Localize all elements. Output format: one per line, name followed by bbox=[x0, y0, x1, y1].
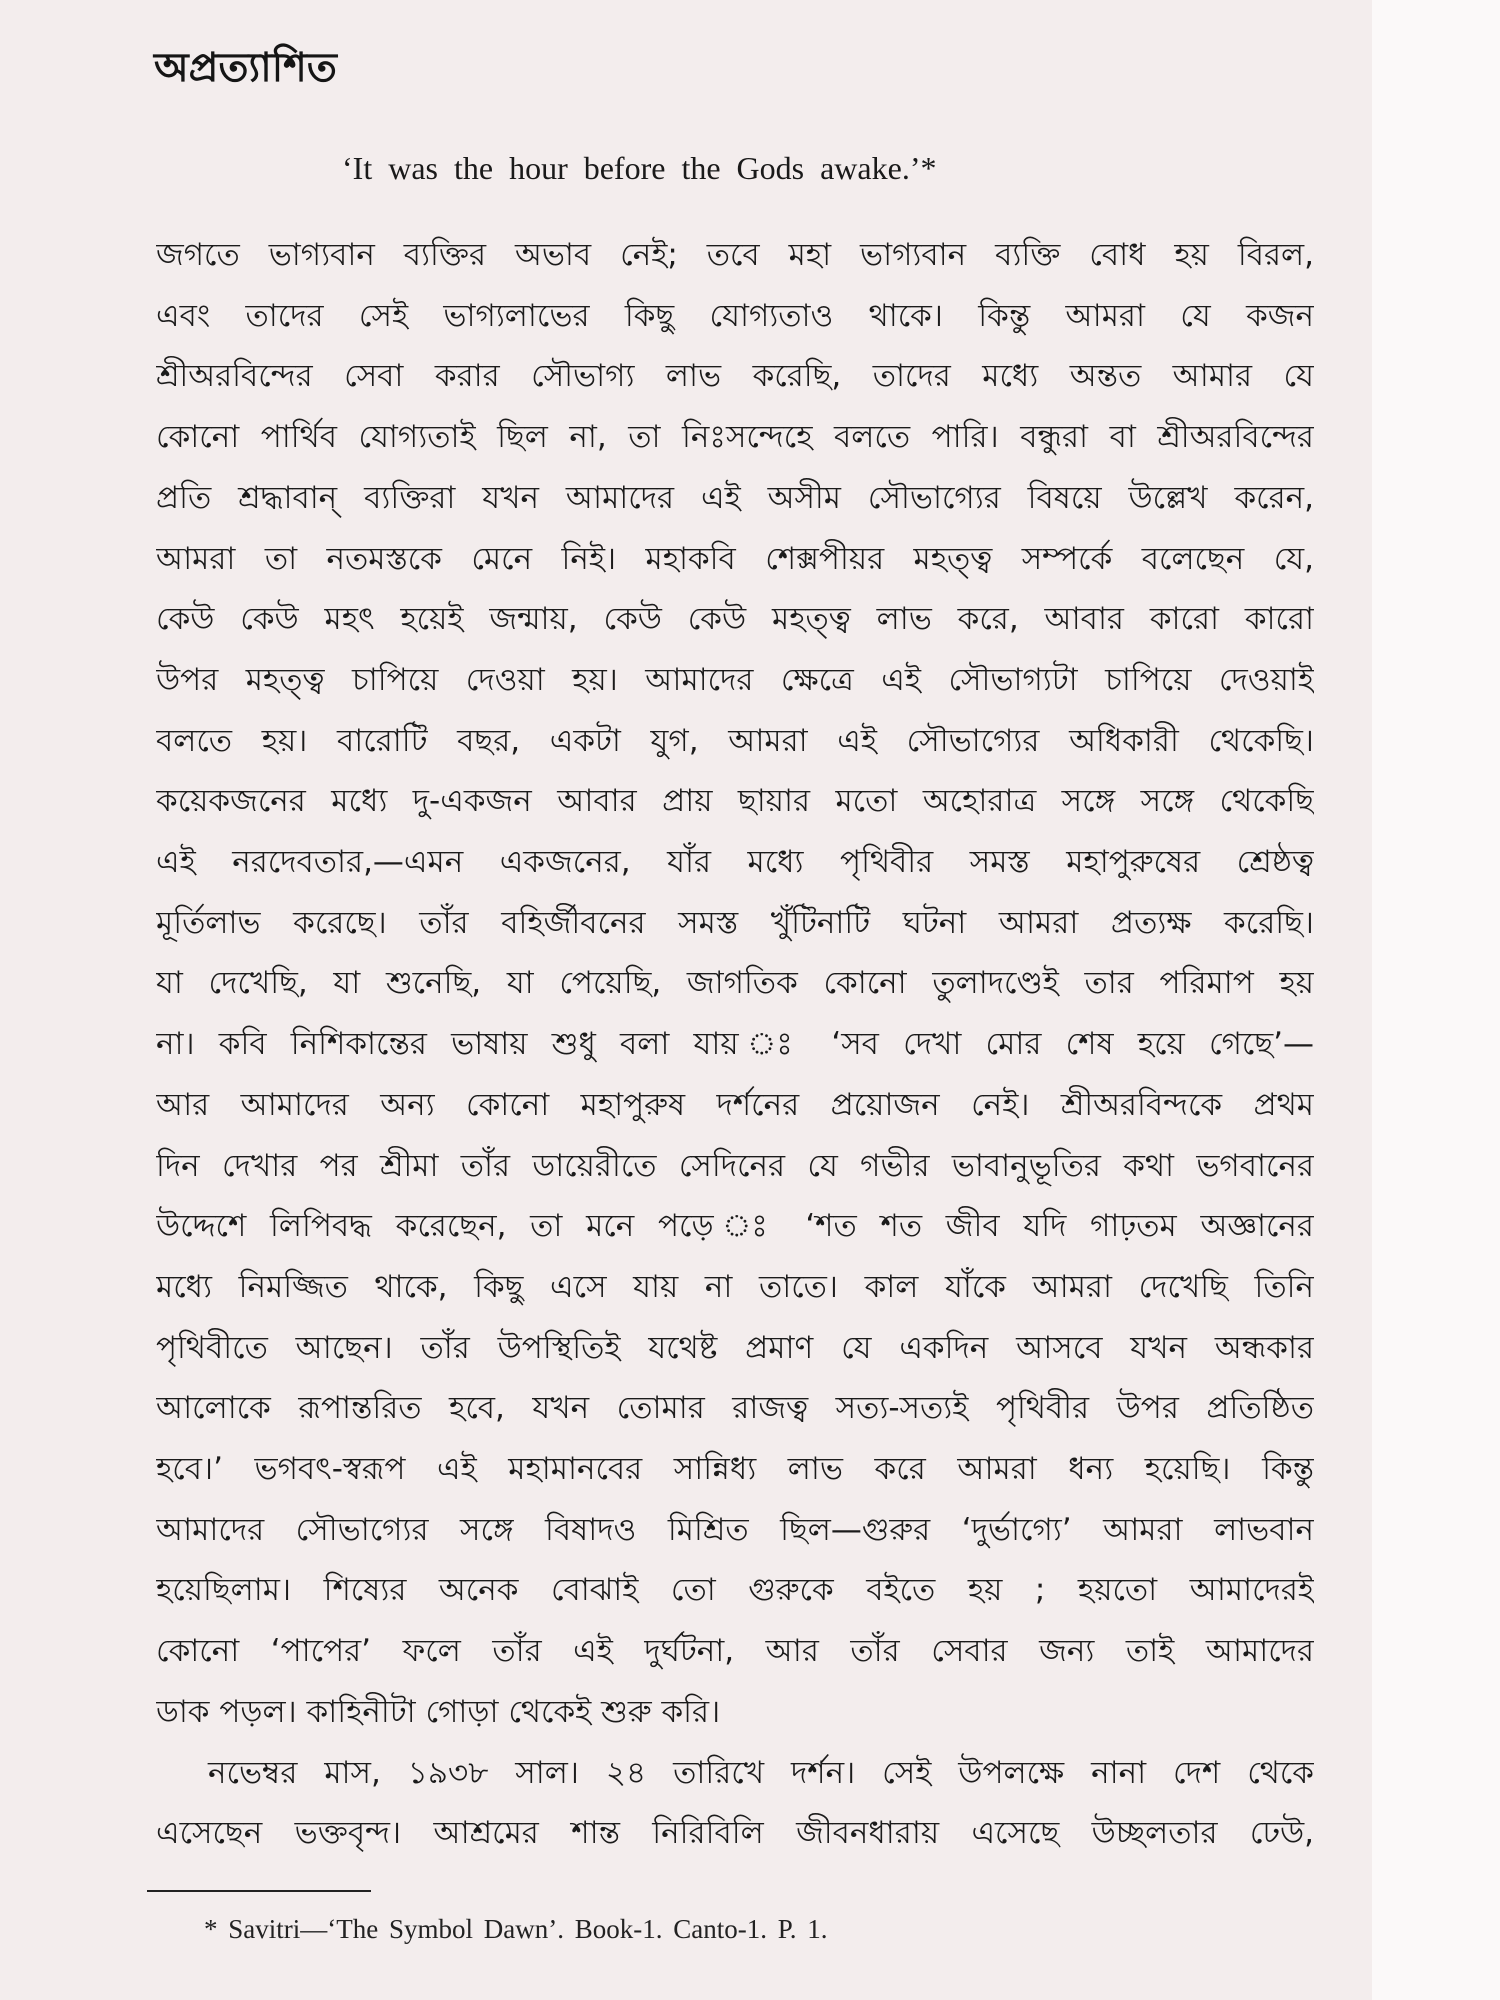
text-line: মধ্যে নিমজ্জিত থাকে, কিছু এসে যায় না তাতে। কাল যাঁকে আমরা দেখেছি তিনি bbox=[156, 1268, 1314, 1305]
text-line: এই নরদেবতার,—এমন একজনের, যাঁর মধ্যে পৃথিবীর সমস্ত মহাপুরুষের শ্রেষ্ঠত্ব bbox=[156, 844, 1314, 880]
text-line: কোনো পার্থিব যোগ্যতাই ছিল না, তা নিঃসন্দেহে বলতে পারি। বন্ধুরা বা শ্রীঅরবিন্দের bbox=[156, 419, 1314, 456]
text-line: আর আমাদের অন্য কোনো মহাপুরুষ দর্শনের প্রয়োজন নেই। শ্রীঅরবিন্দকে প্রথম bbox=[156, 1086, 1314, 1123]
text-line: ডাক পড়ল। কাহিনীটা গোড়া থেকেই শুরু করি। bbox=[156, 1693, 721, 1730]
text-line: না। কবি নিশিকান্তের ভাষায় শুধু বলা যায় ঃ ‘সব দেখা মোর শেষ হয়ে গেছে’— bbox=[156, 1026, 1314, 1063]
text-line: হবে।’ ভগবৎ-স্বরূপ এই মহামানবের সান্নিধ্য লাভ করে আমরা ধন্য হয়েছি। কিন্তু bbox=[156, 1451, 1314, 1487]
text-line: দিন দেখার পর শ্রীমা তাঁর ডায়েরীতে সেদিনের যে গভীর ভাবানুভূতির কথা ভগবানের bbox=[156, 1147, 1314, 1184]
text-line: আলোকে রূপান্তরিত হবে, যখন তোমার রাজত্ব সত্য-সত্যই পৃথিবীর উপর প্রতিষ্ঠিত bbox=[156, 1390, 1314, 1427]
text-line: উদ্দেশে লিপিবদ্ধ করেছেন, তা মনে পড়ে ঃ ‘শত শত জীব যদি গাঢ়তম অজ্ঞানের bbox=[156, 1208, 1314, 1245]
text-line: আমাদের সৌভাগ্যের সঙ্গে বিষাদও মিশ্রিত ছিল—গুরুর ‘দুর্ভাগ্যে’ আমরা লাভবান bbox=[156, 1511, 1314, 1548]
text-line: এসেছেন ভক্তবৃন্দ। আশ্রমের শান্ত নিরিবিলি জীবনধারায় এসেছে উচ্ছলতার ঢেউ, bbox=[156, 1815, 1314, 1852]
footnote: * Savitri—‘The Symbol Dawn’. Book-1. Canto-1. P. 1. bbox=[204, 1914, 828, 1944]
text-line: হয়েছিলাম। শিষ্যের অনেক বোঝাই তো গুরুকে বইতে হয় ; হয়তো আমাদেরই bbox=[156, 1572, 1314, 1609]
text-line: কেউ কেউ মহৎ হয়েই জন্মায়, কেউ কেউ মহত্ত্ব লাভ করে, আবার কারো কারো bbox=[156, 601, 1314, 638]
text-line: উপর মহত্ত্ব চাপিয়ে দেওয়া হয়। আমাদের ক্ষেত্রে এই সৌভাগ্যটা চাপিয়ে দেওয়াই bbox=[156, 661, 1314, 698]
epigraph-quote: ‘It was the hour before the Gods awake.’* bbox=[342, 150, 937, 186]
text-line: যা দেখেছি, যা শুনেছি, যা পেয়েছি, জাগতিক কোনো তুলাদণ্ডেই তার পরিমাপ হয় bbox=[156, 965, 1314, 1002]
text-line: বলতে হয়। বারোটি বছর, একটা যুগ, আমরা এই সৌভাগ্যের অধিকারী থেকেছি। bbox=[156, 722, 1314, 759]
chapter-title: অপ্রত্যাশিত bbox=[154, 45, 337, 91]
text-line: নভেম্বর মাস, ১৯৩৮ সাল। ২৪ তারিখে দর্শন। সেই উপলক্ষে নানা দেশ থেকে bbox=[208, 1754, 1314, 1791]
text-line: প্রতি শ্রদ্ধাবান্ ব্যক্তিরা যখন আমাদের এই অসীম সৌভাগ্যের বিষয়ে উল্লেখ করেন, bbox=[156, 479, 1314, 516]
text-line: কোনো ‘পাপের’ ফলে তাঁর এই দুর্ঘটনা, আর তাঁর সেবার জন্য তাই আমাদের bbox=[156, 1633, 1314, 1670]
text-line: মূর্তিলাভ করেছে। তাঁর বহির্জীবনের সমস্ত খুঁটিনাটি ঘটনা আমরা প্রত্যক্ষ করেছি। bbox=[156, 904, 1314, 941]
text-line: জগতে ভাগ্যবান ব্যক্তির অভাব নেই; তবে মহা ভাগ্যবান ব্যক্তি বোধ হয় বিরল, bbox=[156, 237, 1314, 273]
text-line: শ্রীঅরবিন্দের সেবা করার সৌভাগ্য লাভ করেছি, তাদের মধ্যে অন্তত আমার যে bbox=[156, 358, 1314, 395]
text-line: কয়েকজনের মধ্যে দু-একজন আবার প্রায় ছায়ার মতো অহোরাত্র সঙ্গে সঙ্গে থেকেছি bbox=[156, 783, 1314, 820]
text-line: আমরা তা নতমস্তকে মেনে নিই। মহাকবি শেক্সপীয়র মহত্ত্ব সম্পর্কে বলেছেন যে, bbox=[156, 540, 1314, 577]
text-line: পৃথিবীতে আছেন। তাঁর উপস্থিতিই যথেষ্ট প্রমাণ যে একদিন আসবে যখন অন্ধকার bbox=[156, 1329, 1314, 1366]
text-line: এবং তাদের সেই ভাগ্যলাভের কিছু যোগ্যতাও থাকে। কিন্তু আমরা যে কজন bbox=[156, 297, 1314, 334]
footnote-divider bbox=[147, 1890, 371, 1892]
